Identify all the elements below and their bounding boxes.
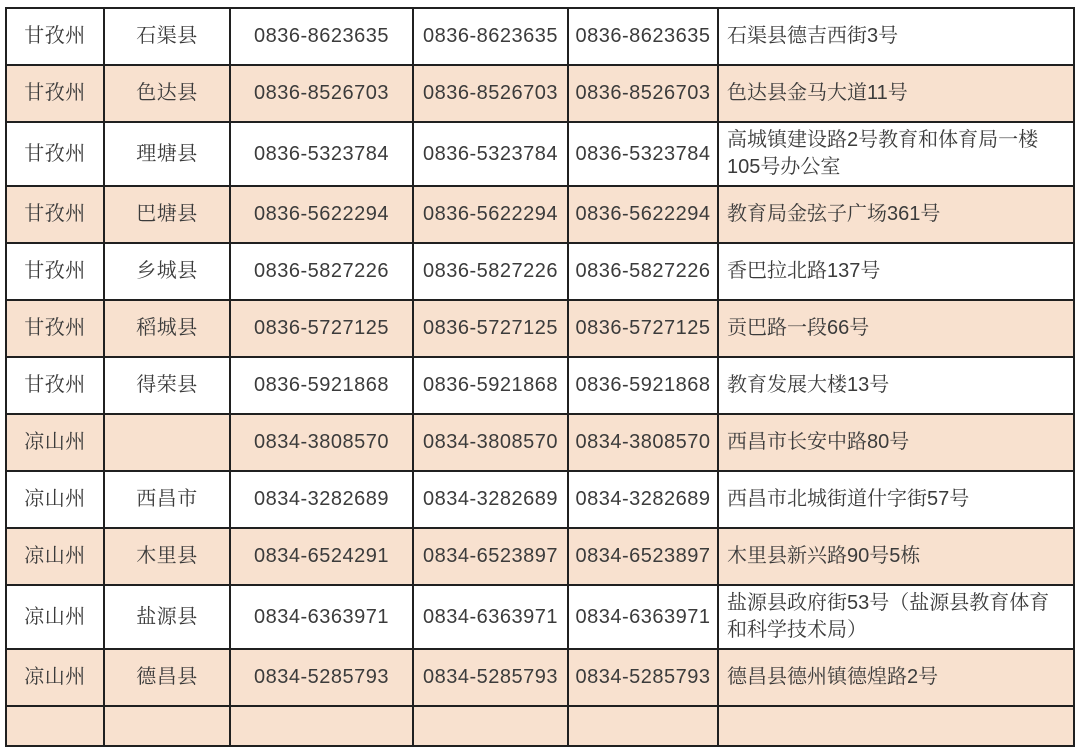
phone3-cell: 0836-5727125: [568, 300, 718, 357]
phone2-cell: 0836-5323784: [413, 122, 568, 186]
county-cell: 得荣县: [104, 357, 230, 414]
county-cell: 色达县: [104, 65, 230, 122]
prefecture-cell: 凉山州: [6, 471, 104, 528]
phone3-cell: 0836-8623635: [568, 8, 718, 65]
address-cell: 西昌市长安中路80号: [718, 414, 1074, 471]
phone1-cell: 0836-8526703: [230, 65, 413, 122]
phone2-cell: 0834-3808570: [413, 414, 568, 471]
phone2-cell: [413, 706, 568, 746]
phone2-cell: 0836-5921868: [413, 357, 568, 414]
address-cell: 教育发展大楼13号: [718, 357, 1074, 414]
phone2-cell: 0834-6363971: [413, 585, 568, 649]
prefecture-cell: 甘孜州: [6, 65, 104, 122]
phone1-cell: 0836-5622294: [230, 186, 413, 243]
phone3-cell: 0836-8526703: [568, 65, 718, 122]
phone1-cell: 0834-3282689: [230, 471, 413, 528]
address-cell: 教育局金弦子广场361号: [718, 186, 1074, 243]
address-cell: [718, 706, 1074, 746]
phone3-cell: 0836-5323784: [568, 122, 718, 186]
contact-table-body: [6, 8, 1074, 746]
county-cell: 木里县: [104, 528, 230, 585]
address-cell: 西昌市北城街道什字街57号: [718, 471, 1074, 528]
table-row: [6, 8, 1074, 65]
prefecture-cell: 甘孜州: [6, 300, 104, 357]
address-cell: 石渠县德吉西街3号: [718, 8, 1074, 65]
address-cell: 香巴拉北路137号: [718, 243, 1074, 300]
prefecture-cell: 甘孜州: [6, 357, 104, 414]
contact-table-container: [5, 7, 1073, 747]
prefecture-cell: 甘孜州: [6, 186, 104, 243]
phone2-cell: 0834-5285793: [413, 649, 568, 706]
phone2-cell: 0836-8526703: [413, 65, 568, 122]
table-row: [6, 122, 1074, 186]
phone1-cell: 0836-5727125: [230, 300, 413, 357]
phone3-cell: 0836-5622294: [568, 186, 718, 243]
county-cell: 西昌市: [104, 471, 230, 528]
county-cell: 乡城县: [104, 243, 230, 300]
prefecture-cell: 凉山州: [6, 585, 104, 649]
phone3-cell: [568, 706, 718, 746]
table-row: [6, 528, 1074, 585]
prefecture-cell: 凉山州: [6, 528, 104, 585]
prefecture-cell: 凉山州: [6, 649, 104, 706]
phone2-cell: 0836-5827226: [413, 243, 568, 300]
address-cell: 贡巴路一段66号: [718, 300, 1074, 357]
table-row: [6, 65, 1074, 122]
phone1-cell: 0836-5827226: [230, 243, 413, 300]
prefecture-cell: 甘孜州: [6, 243, 104, 300]
county-cell: 石渠县: [104, 8, 230, 65]
phone3-cell: 0834-5285793: [568, 649, 718, 706]
table-row: [6, 585, 1074, 649]
phone2-cell: 0836-8623635: [413, 8, 568, 65]
phone1-cell: 0834-5285793: [230, 649, 413, 706]
table-row: [6, 649, 1074, 706]
phone2-cell: 0834-6523897: [413, 528, 568, 585]
prefecture-cell: 凉山州: [6, 414, 104, 471]
county-cell: 德昌县: [104, 649, 230, 706]
phone3-cell: 0834-6363971: [568, 585, 718, 649]
prefecture-cell: 甘孜州: [6, 122, 104, 186]
table-row: [6, 300, 1074, 357]
county-cell: 巴塘县: [104, 186, 230, 243]
table-row: [6, 186, 1074, 243]
phone1-cell: [230, 706, 413, 746]
address-cell: 盐源县政府街53号（盐源县教育体育和科学技术局）: [718, 585, 1074, 649]
phone2-cell: 0836-5622294: [413, 186, 568, 243]
phone3-cell: 0834-3282689: [568, 471, 718, 528]
address-cell: 高城镇建设路2号教育和体育局一楼105号办公室: [718, 122, 1074, 186]
phone1-cell: 0836-8623635: [230, 8, 413, 65]
phone2-cell: 0834-3282689: [413, 471, 568, 528]
county-cell: 盐源县: [104, 585, 230, 649]
county-cell: [104, 706, 230, 746]
phone1-cell: 0836-5323784: [230, 122, 413, 186]
phone3-cell: 0836-5827226: [568, 243, 718, 300]
address-cell: 德昌县德州镇德煌路2号: [718, 649, 1074, 706]
table-row: [6, 471, 1074, 528]
phone3-cell: 0834-3808570: [568, 414, 718, 471]
county-cell: 理塘县: [104, 122, 230, 186]
table-row: [6, 357, 1074, 414]
phone1-cell: 0834-6363971: [230, 585, 413, 649]
phone1-cell: 0836-5921868: [230, 357, 413, 414]
phone1-cell: 0834-6524291: [230, 528, 413, 585]
table-row: [6, 243, 1074, 300]
table-row-partial: [6, 706, 1074, 746]
phone1-cell: 0834-3808570: [230, 414, 413, 471]
prefecture-cell: 甘孜州: [6, 8, 104, 65]
prefecture-cell: [6, 706, 104, 746]
county-cell: [104, 414, 230, 471]
contact-table: [5, 7, 1075, 747]
county-cell: 稻城县: [104, 300, 230, 357]
phone2-cell: 0836-5727125: [413, 300, 568, 357]
address-cell: 色达县金马大道11号: [718, 65, 1074, 122]
table-row: [6, 414, 1074, 471]
phone3-cell: 0834-6523897: [568, 528, 718, 585]
address-cell: 木里县新兴路90号5栋: [718, 528, 1074, 585]
phone3-cell: 0836-5921868: [568, 357, 718, 414]
